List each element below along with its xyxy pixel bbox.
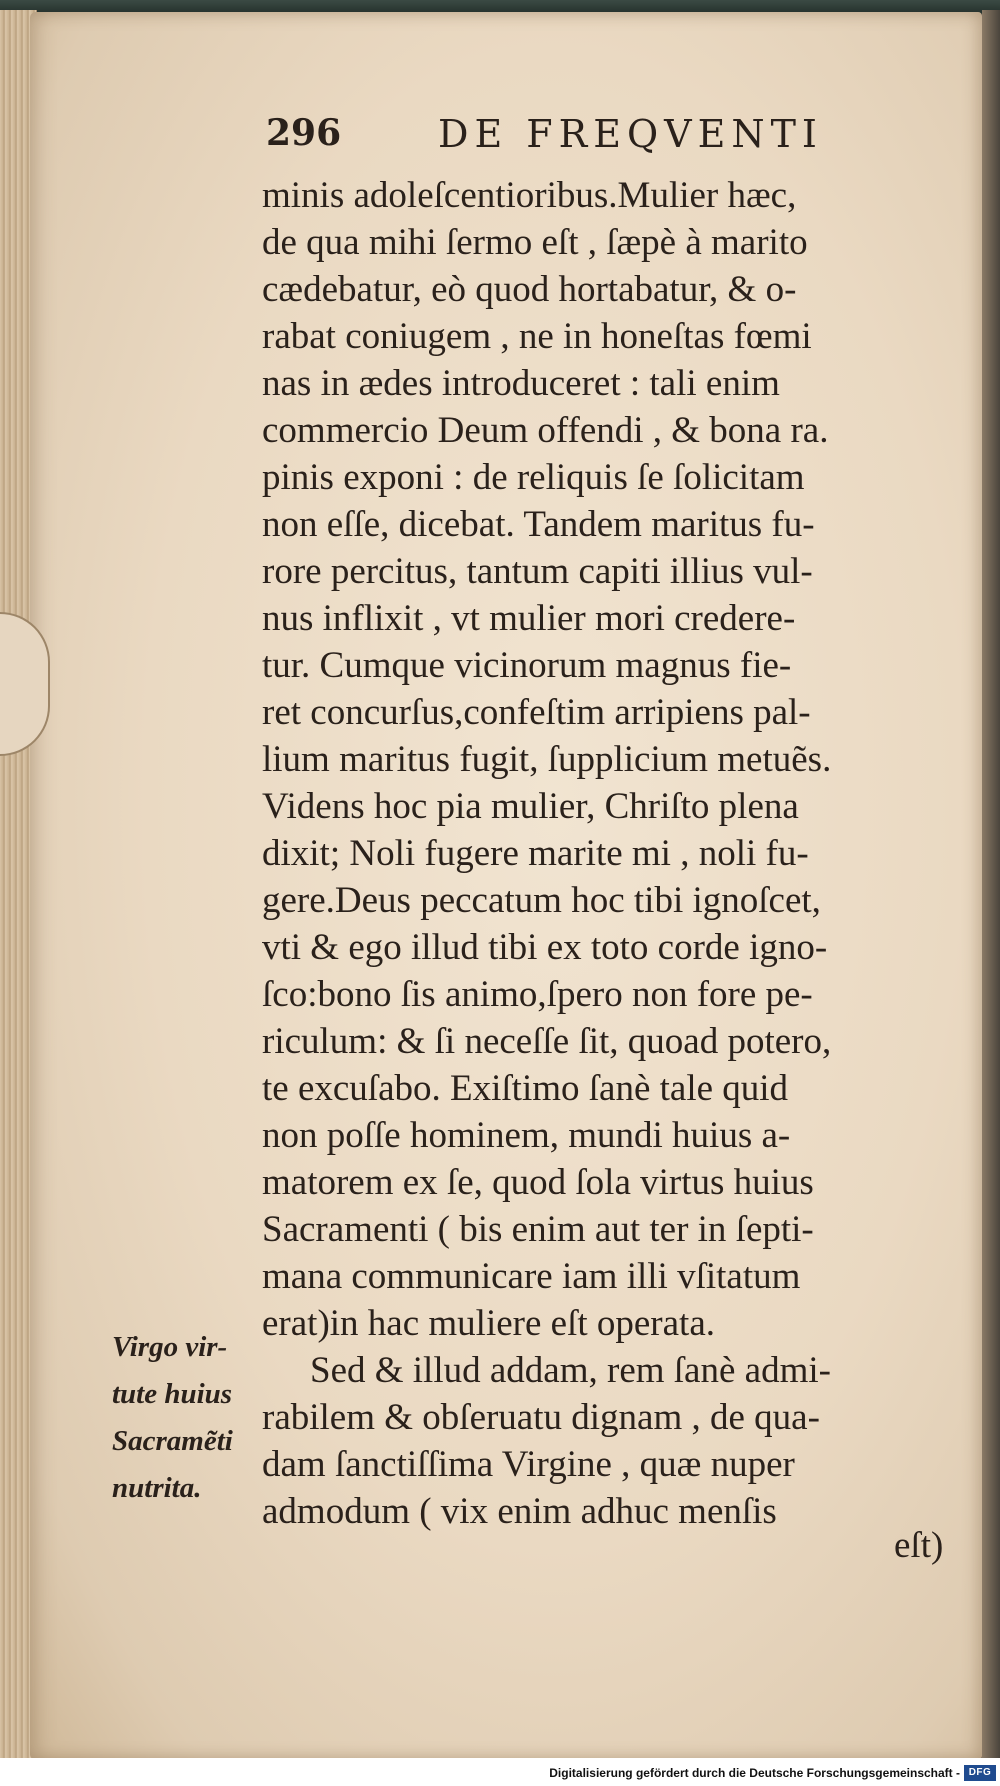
page-number: 296 [266, 112, 342, 154]
text-line: rabat coniugem , ne in honeſtas fœmi [262, 316, 812, 357]
text-line: dam ſanctiſſima Virgine , quæ nuper [262, 1444, 795, 1485]
text-line: mana communicare iam illi vſitatum [262, 1256, 801, 1297]
text-line: cædebatur, eò quod hortabatur, & o- [262, 269, 797, 310]
running-head: DE FREQVENTI [438, 112, 823, 156]
text-line: Videns hoc pia mulier, Chriſto plena [262, 786, 799, 827]
dfg-logo: DFG [964, 1765, 996, 1781]
text-line: ret concurſus,confeſtim arripiens pal- [262, 692, 811, 733]
text-line: rore percitus, tantum capiti illius vul- [262, 551, 813, 592]
margin-note-line: Sacramẽti [112, 1425, 233, 1457]
text-line: vti & ego illud tibi ex toto corde igno- [262, 927, 828, 968]
text-line: commercio Deum offendi , & bona ra. [262, 410, 829, 451]
binding-right-edge [982, 10, 1000, 1760]
text-line: tur. Cumque vicinorum magnus fie- [262, 645, 792, 686]
margin-note-line: nutrita. [112, 1472, 202, 1504]
text-line: non poſſe hominem, mundi huius a- [262, 1115, 791, 1156]
text-line: riculum: & ſi neceſſe ſit, quoad potero, [262, 1021, 832, 1062]
page-header [266, 112, 866, 162]
text-line: dixit; Noli fugere marite mi , noli fu- [262, 833, 809, 874]
text-line: de qua mihi ſermo eſt , ſæpè à marito [262, 222, 808, 263]
text-line: erat)in hac muliere eſt operata. [262, 1303, 715, 1344]
text-line: lium maritus fugit, ſupplicium metuẽs. [262, 739, 832, 780]
catchword: eſt) [894, 1525, 944, 1566]
text-line: matorem ex ſe, quod ſola virtus huius [262, 1162, 814, 1203]
text-line: pinis exponi : de reliquis ſe ſolicitam [262, 457, 805, 498]
text-line: te excuſabo. Exiſtimo ſanè tale quid [262, 1068, 789, 1109]
text-line: Sacramenti ( bis enim aut ter in ſepti- [262, 1209, 814, 1250]
text-line: non eſſe, dicebat. Tandem maritus fu- [262, 504, 815, 545]
text-line: Sed & illud addam, rem ſanè admi- [310, 1350, 831, 1391]
text-line: admodum ( vix enim adhuc menſis [262, 1491, 777, 1532]
margin-note [112, 1324, 233, 1512]
text-line: nus inflixit , vt mulier mori credere- [262, 598, 796, 639]
text-line: rabilem & obſeruatu dignam , de qua- [262, 1397, 820, 1438]
margin-note-line: tute huius [112, 1378, 233, 1410]
margin-note-line: Virgo vir- [112, 1331, 228, 1363]
text-line: minis adoleſcentioribus.Mulier hæc, [262, 175, 797, 216]
body-text [262, 172, 962, 1535]
text-line: ſco:bono ſis animo,ſpero non fore pe- [262, 974, 813, 1015]
text-line: gere.Deus peccatum hoc tibi ignoſcet, [262, 880, 821, 921]
digitization-credit: Digitalisierung gefördert durch die Deutsche Forschungsgemeinschaft - [549, 1766, 960, 1780]
text-line: nas in ædes introduceret : tali enim [262, 363, 780, 404]
